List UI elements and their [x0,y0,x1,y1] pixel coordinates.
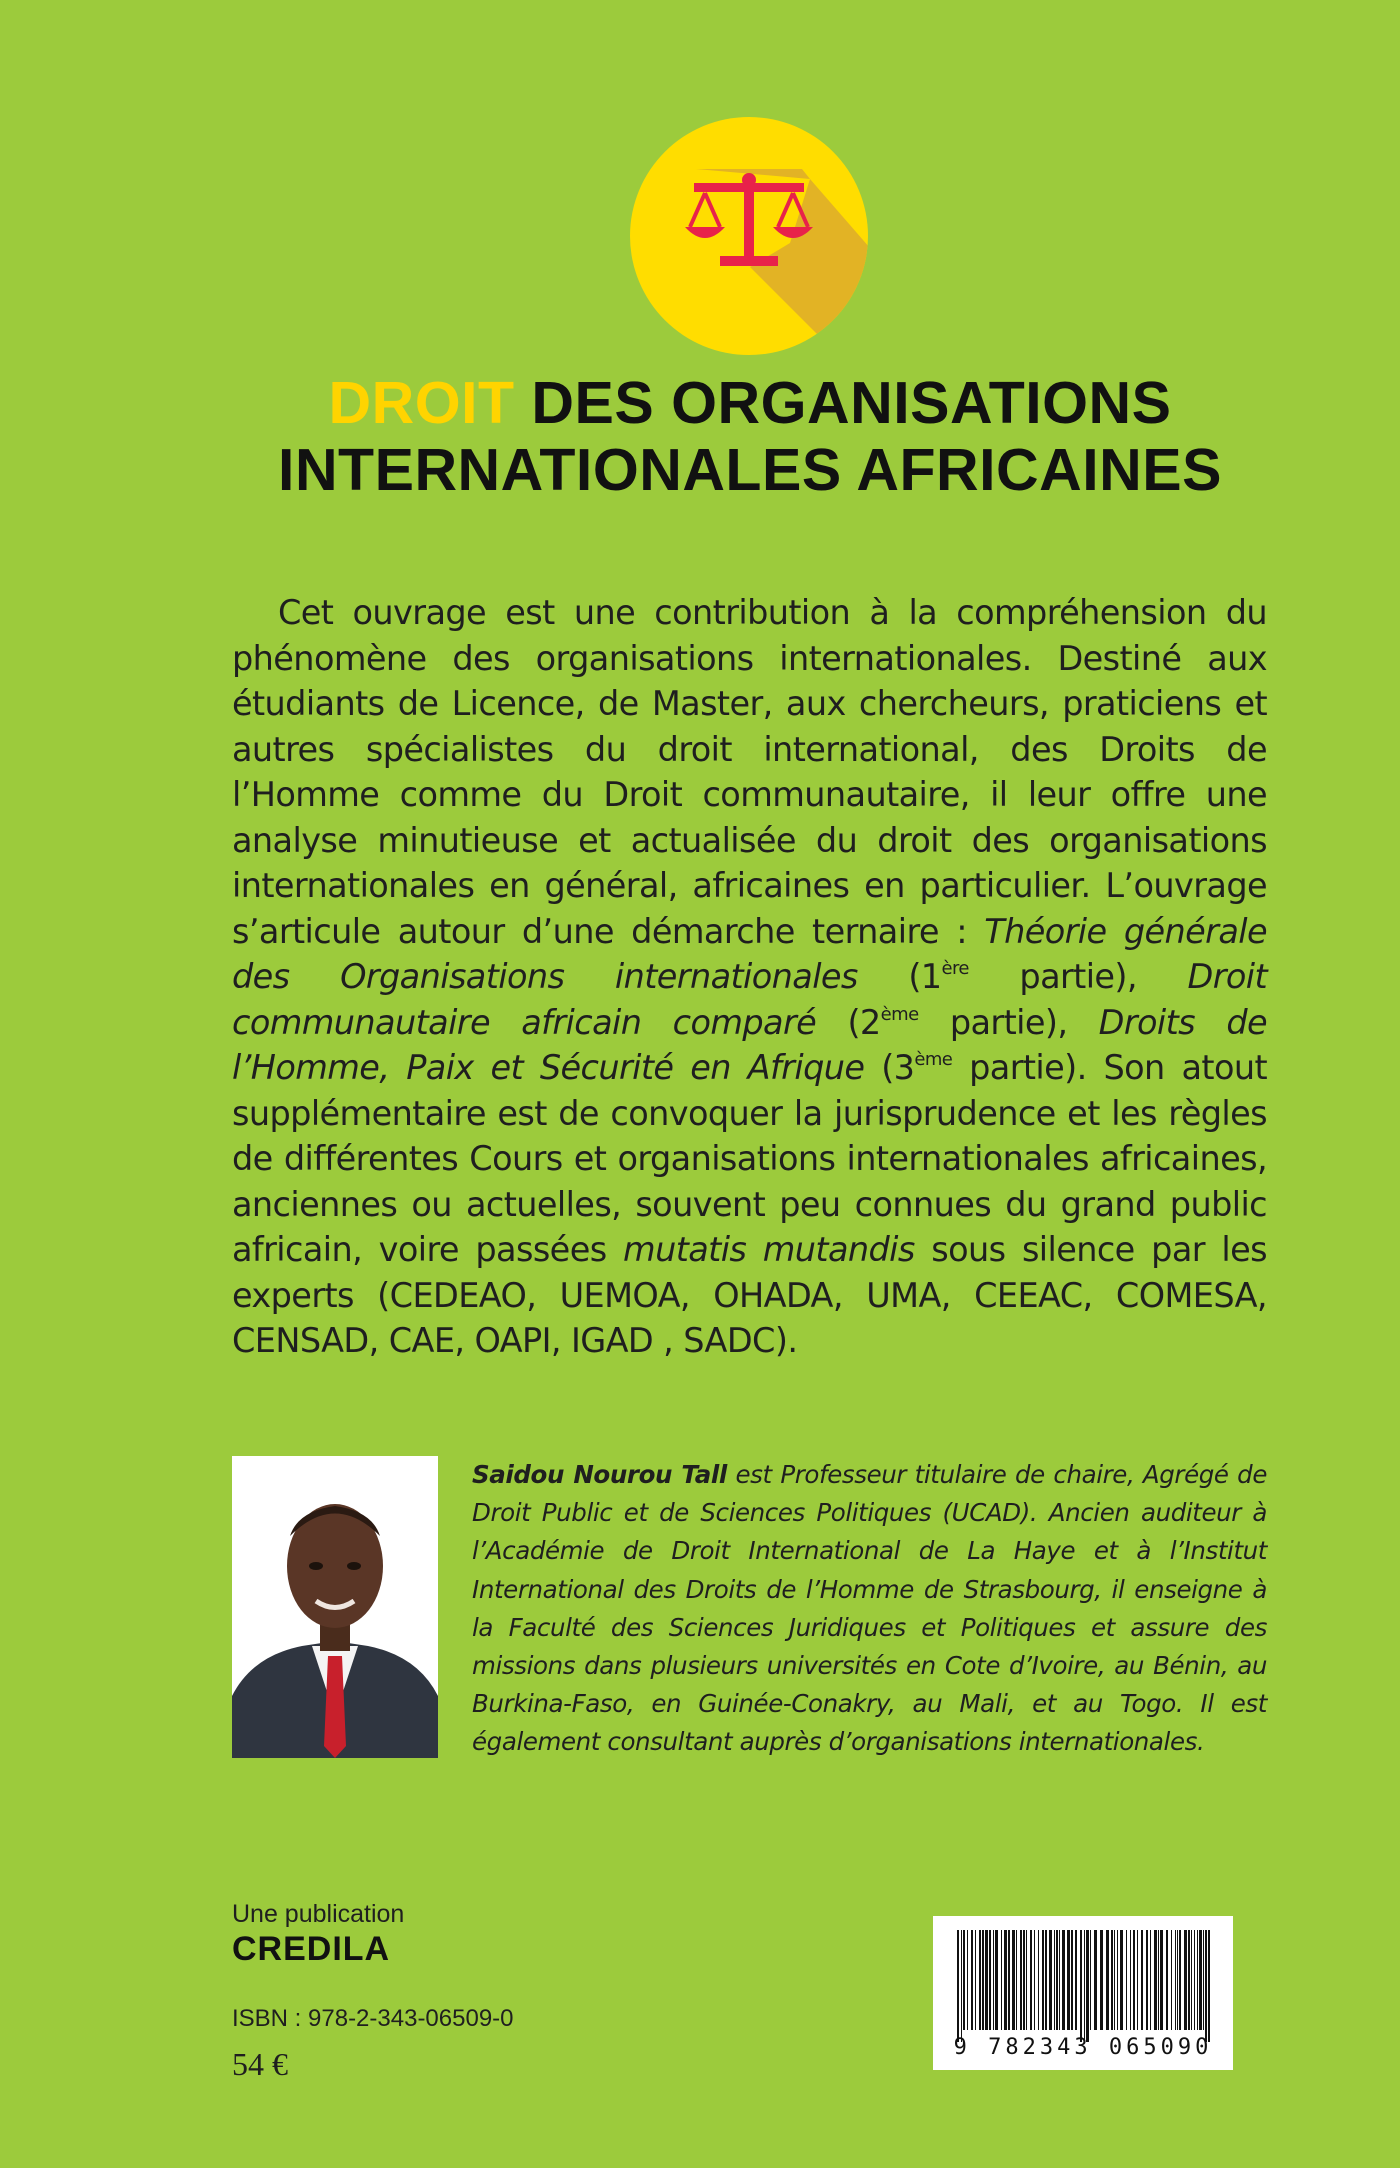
publisher-label: Une publication [232,1900,405,1928]
part2-number: (2 [816,1002,881,1042]
barcode-bar [1034,1930,1035,2030]
book-description [232,590,1267,1364]
barcode-bar [1023,1930,1025,2030]
part2-title: Droit communautaire africain comparé [232,957,1268,1042]
description-end: sous silence par les experts (CEDEAO, UEMOA, OHADA, UMA, CEEAC, COMESA, CENSAD, CAE, OAPI, IGAD , SADC). [232,1230,1267,1360]
barcode-bar [1158,1930,1159,2030]
barcode-bar [1133,1930,1135,2030]
barcode-bar [1012,1930,1015,2030]
barcode-bar [1001,1930,1002,2030]
latin-phrase: mutatis mutandis [623,1230,915,1269]
barcode-bar [961,1930,962,2042]
barcode-bar [1086,1930,1089,2042]
barcode-bar [1059,1930,1060,2030]
part1-label: partie), [968,957,1188,996]
barcode-bar [1114,1930,1115,2030]
price: 54 € [232,2046,288,2082]
barcode-bar [1090,1930,1091,2030]
description-paragraph [232,590,1267,1364]
barcode-bar [989,1930,991,2030]
part3-title: Droits de l’Homme, Paix et Sécurité en Afrique [232,1002,1268,1087]
part1-superscript: ère [941,958,969,979]
barcode [933,1916,1233,2070]
barcode-bar [1150,1930,1151,2030]
barcode-bar [1038,1930,1039,2030]
barcode-bar [1154,1930,1157,2030]
barcode-bar [975,1930,976,2030]
barcode-bar [1008,1930,1010,2030]
barcode-bar [985,1930,988,2030]
part3-label-continued: partie). Son atout supplémentaire est de convoquer la jurisprudence et les règles de différentes Cours et organisations internationales africaines, anciennes ou actuelles, souvent peu connues du grand public africain, voire passées [232,1048,1268,1269]
part2-superscript: ème [880,1003,919,1025]
barcode-bar [1100,1930,1103,2030]
author-portrait-illustration [232,1456,438,1758]
barcode-bar [1106,1930,1109,2030]
part1-title: Théorie générale des Organisations internationales [232,911,1267,996]
barcode-bar [1084,1930,1085,2042]
barcode-bar [1020,1930,1022,2030]
book-title-accent: DROIT [328,370,515,436]
barcode-bar [1042,1930,1044,2030]
barcode-bar [1137,1930,1138,2030]
book-title-line-1-rest: DES ORGANISATIONS [514,370,1172,436]
book-title [100,370,1400,504]
barcode-bar [1205,1930,1207,2042]
barcode-bar [993,1930,994,2030]
barcode-bar [963,1930,965,2030]
barcode-bar [1191,1930,1192,2030]
part1-number: (1 [857,957,942,996]
barcode-bar [1177,1930,1178,2030]
barcode-bar [1117,1930,1118,2030]
barcode-bar [1203,1930,1204,2030]
barcode-bar [957,1930,959,2042]
barcode-bar [1016,1930,1017,2030]
barcode-bar [1160,1930,1163,2030]
barcode-bar [1141,1930,1143,2030]
barcode-bar [995,1930,998,2030]
book-title-line-1 [100,370,1400,437]
barcode-bar [1184,1930,1187,2030]
isbn: ISBN : 978-2-343-06509-0 [232,2005,514,2032]
barcode-bar [1030,1930,1032,2030]
barcode-bar [1045,1930,1047,2030]
barcode-bar [1062,1930,1065,2030]
part2-label: partie), [918,1002,1099,1042]
barcode-bar [1049,1930,1052,2030]
description-text: Cet ouvrage est une contribution à la compréhension du phénomène des organisations internationales. Destiné aux étudiants de Licence, de Master, aux chercheurs, praticiens et autres spécialistes du droit international, des Droits de l’Homme comme du Droit communautaire, il leur offre une analyse minutieuse et actualisée du droit des organisations internationales en général, africaines en particulier. L’ouvrage s’articule autour d’une démarche ternaire : [232,593,1267,951]
book-title-line-2: INTERNATIONALES AFRICAINES [278,437,1222,503]
barcode-bar [1067,1930,1070,2030]
barcode-bar [1194,1930,1195,2030]
barcode-bar [1075,1930,1077,2030]
barcode-bar [1126,1930,1127,2030]
barcode-bar [1054,1930,1055,2030]
barcode-bar [1197,1930,1198,2030]
barcode-bar [979,1930,981,2030]
barcode-digits: 9 782343 065090 [953,2035,1213,2060]
barcode-bar [1199,1930,1202,2030]
barcode-bar [1166,1930,1168,2030]
barcode-bar [1094,1930,1097,2030]
barcode-bar [1146,1930,1148,2030]
barcode-bar [1080,1930,1082,2042]
publisher-name: CREDILA [232,1930,391,1968]
barcode-bar [1208,1930,1210,2042]
emblem [630,117,868,355]
barcode-bar [1171,1930,1172,2030]
barcode-bar [971,1930,973,2030]
barcode-bar [982,1930,984,2030]
barcode-bar [1111,1930,1113,2030]
barcode-bar [1179,1930,1181,2030]
part3-superscript: ème [914,1049,953,1070]
author-name: Saidou Nourou Tall [472,1460,727,1489]
barcode-bar [1004,1930,1007,2030]
barcode-bar [1188,1930,1190,2030]
barcode-bar [967,1930,968,2030]
barcode-bar [1120,1930,1123,2030]
author-bio [472,1456,1267,1762]
barcode-bar [1130,1930,1131,2030]
author-bio-text: est Professeur titulaire de chaire, Agrégé de Droit Public et de Sciences Politiques (UCAD). Ancien auditeur à l’Académie de Droit International de La Haye et à l’Institut International des Droits de l’Homme de Strasbourg, il enseigne à la Faculté des Sciences Juridiques et Politiques et assure des missions dans plusieurs universités en Cote d’Ivoire, au Bénin, au Burkina-Faso, en Guinée-Conakry, au Mali, et au Togo. Il est également consultant auprès d’organisations internationales. [472,1460,1268,1757]
barcode-bar [1071,1930,1073,2030]
barcode-bar [1026,1930,1027,2030]
barcode-bar [1056,1930,1058,2030]
author-photo [232,1456,438,1758]
part3-number: (3 [864,1048,915,1087]
barcode-bar [1175,1930,1176,2030]
